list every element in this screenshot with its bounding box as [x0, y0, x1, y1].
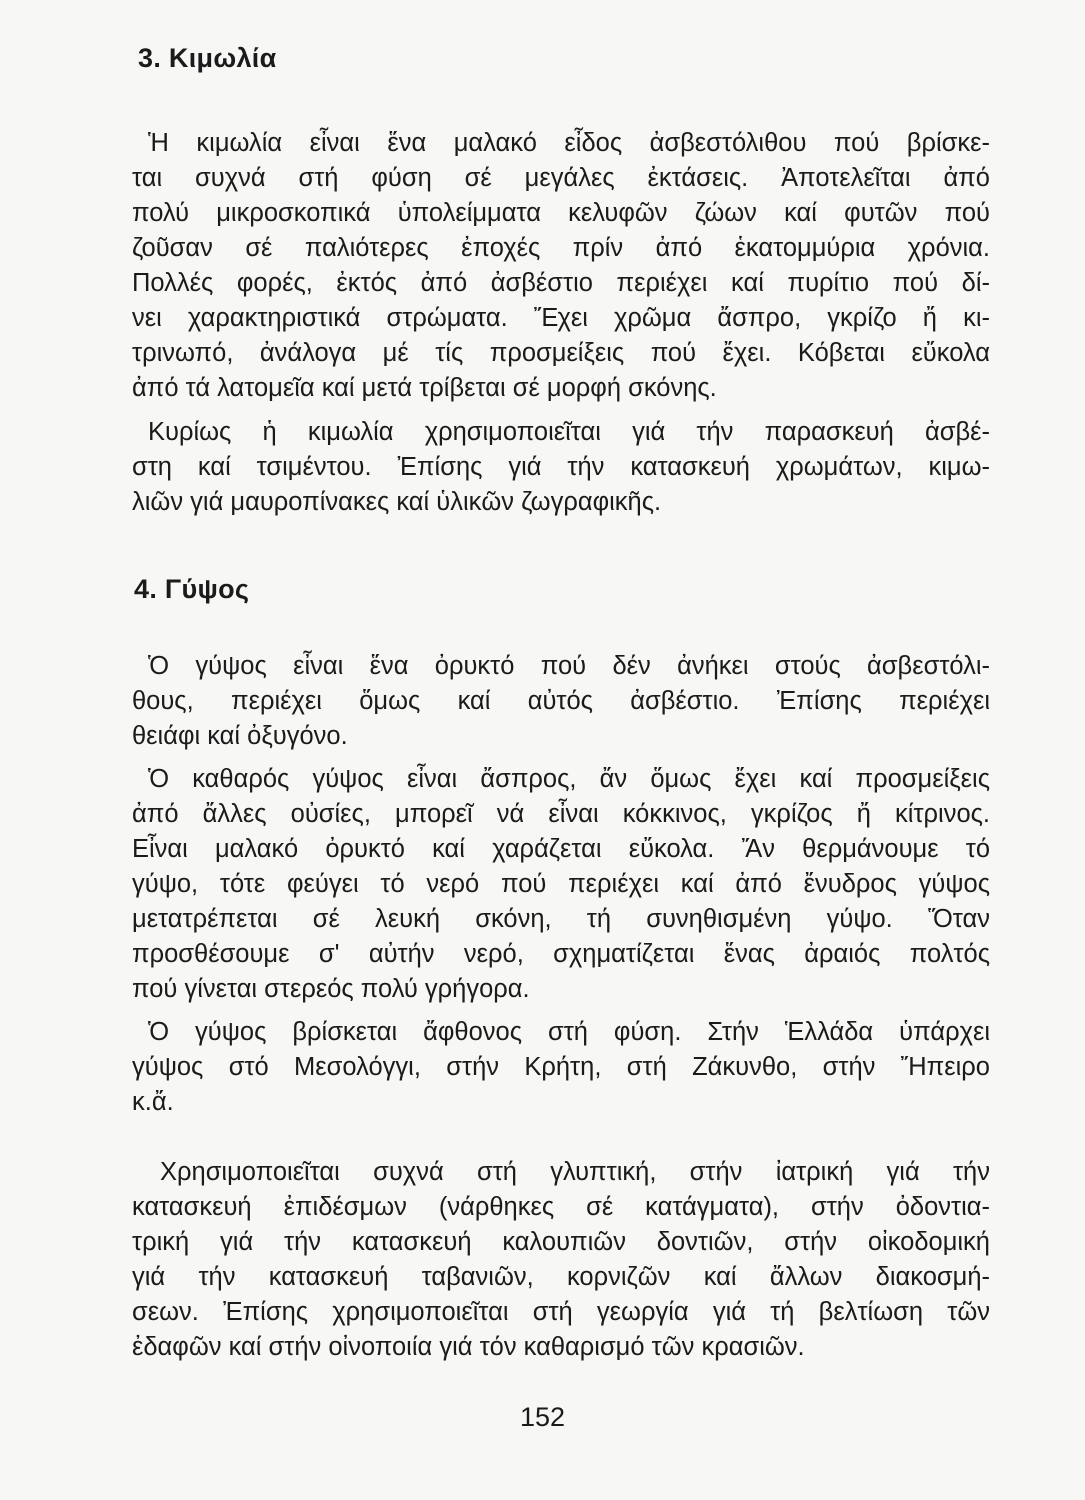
- paragraph-line: ἐδαφῶν καί στήν οἰνοποιία γιά τόν καθαρισμό τῶν κρασιῶν.: [132, 1333, 805, 1361]
- paragraph-line: λιῶν γιά μαυροπίνακες καί ὑλικῶν ζωγραφικῆς.: [132, 488, 662, 516]
- paragraph-line: ἀπό ἄλλες οὐσίες, μπορεῖ νά εἶναι κόκκινος, γκρίζος ἤ κίτρινος.: [132, 800, 990, 828]
- paragraph-line: γιά τήν κατασκευή ταβανιῶν, κορνιζῶν καί ἄλλων διακοσμή-: [132, 1263, 990, 1291]
- paragraph-line: πολύ μικροσκοπικά ὑπολείμματα κελυφῶν ζώων καί φυτῶν πού: [132, 199, 990, 227]
- paragraph-line: στη καί τσιμέντου. Ἐπίσης γιά τήν κατασκευή χρωμάτων, κιμω-: [132, 453, 990, 481]
- section-3-heading: 3. Κιμωλία: [138, 43, 277, 73]
- paragraph-line: Ὁ καθαρός γύψος εἶναι ἄσπρος, ἄν ὅμως ἔχει καί προσμείξεις: [148, 765, 990, 793]
- paragraph-line: τρική γιά τήν κατασκευή καλουπιῶν δοντιῶν, στήν οἰκοδομική: [132, 1228, 990, 1256]
- paragraph-line: Χρησιμοποιεῖται συχνά στή γλυπτική, στήν ἰατρική γιά τήν: [160, 1158, 990, 1186]
- paragraph-line: Κυρίως ἡ κιμωλία χρησιμοποιεῖται γιά τήν παρασκευή ἀσβέ-: [148, 418, 990, 446]
- paragraph-line: θους, περιέχει ὅμως καί αὐτός ἀσβέστιο. Ἐπίσης περιέχει: [132, 687, 990, 715]
- paragraph-line: Ἡ κιμωλία εἶναι ἕνα μαλακό εἶδος ἀσβεστόλιθου πού βρίσκε-: [148, 129, 990, 157]
- paragraph-line: Εἶναι μαλακό ὀρυκτό καί χαράζεται εὔκολα. Ἄν θερμάνουμε τό: [132, 835, 990, 863]
- paragraph-line: θειάφι καί ὀξυγόνο.: [132, 722, 348, 750]
- paragraph-line: Ὁ γύψος εἶναι ἕνα ὀρυκτό πού δέν ἀνήκει στούς ἀσβεστόλι-: [148, 652, 990, 680]
- paragraph-line: μετατρέπεται σέ λευκή σκόνη, τή συνηθισμένη γύψο. Ὅταν: [132, 905, 990, 933]
- paragraph-line: ζοῦσαν σέ παλιότερες ἐποχές πρίν ἀπό ἑκατομμύρια χρόνια.: [132, 234, 990, 262]
- paragraph-line: κ.ἄ.: [132, 1088, 174, 1116]
- paragraph-line: νει χαρακτηριστικά στρώματα. Ἔχει χρῶμα ἄσπρο, γκρίζο ἤ κι-: [132, 304, 990, 332]
- section-4-heading: 4. Γύψος: [134, 574, 250, 604]
- paragraph-line: γύψος στό Μεσολόγγι, στήν Κρήτη, στή Ζάκυνθο, στήν Ἤπειρο: [132, 1053, 990, 1081]
- paragraph-line: σεων. Ἐπίσης χρησιμοποιεῖται στή γεωργία γιά τή βελτίωση τῶν: [132, 1298, 990, 1326]
- paragraph-line: προσθέσουμε σ' αὐτήν νερό, σχηματίζεται ἕνας ἀραιός πολτός: [132, 940, 990, 968]
- paragraph-line: Πολλές φορές, ἐκτός ἀπό ἀσβέστιο περιέχει καί πυρίτιο πού δί-: [132, 269, 990, 297]
- paragraph-line: πού γίνεται στερεός πολύ γρήγορα.: [132, 975, 530, 1003]
- page-number: 152: [519, 1402, 566, 1432]
- paragraph-line: γύψο, τότε φεύγει τό νερό πού περιέχει καί ἀπό ἔνυδρος γύψος: [132, 870, 990, 898]
- paragraph-line: ἀπό τά λατομεῖα καί μετά τρίβεται σέ μορφή σκόνης.: [132, 374, 717, 402]
- paragraph-line: τρινωπό, ἀνάλογα μέ τίς προσμείξεις πού ἔχει. Κόβεται εὔκολα: [132, 339, 990, 367]
- paragraph-line: ται συχνά στή φύση σέ μεγάλες ἐκτάσεις. Ἀποτελεῖται ἀπό: [132, 164, 990, 192]
- paragraph-line: Ὁ γύψος βρίσκεται ἄφθονος στή φύση. Στήν Ἑλλάδα ὑπάρχει: [148, 1018, 990, 1046]
- paragraph-line: κατασκευή ἐπιδέσμων (νάρθηκες σέ κατάγματα), στήν ὀδοντια-: [132, 1193, 990, 1221]
